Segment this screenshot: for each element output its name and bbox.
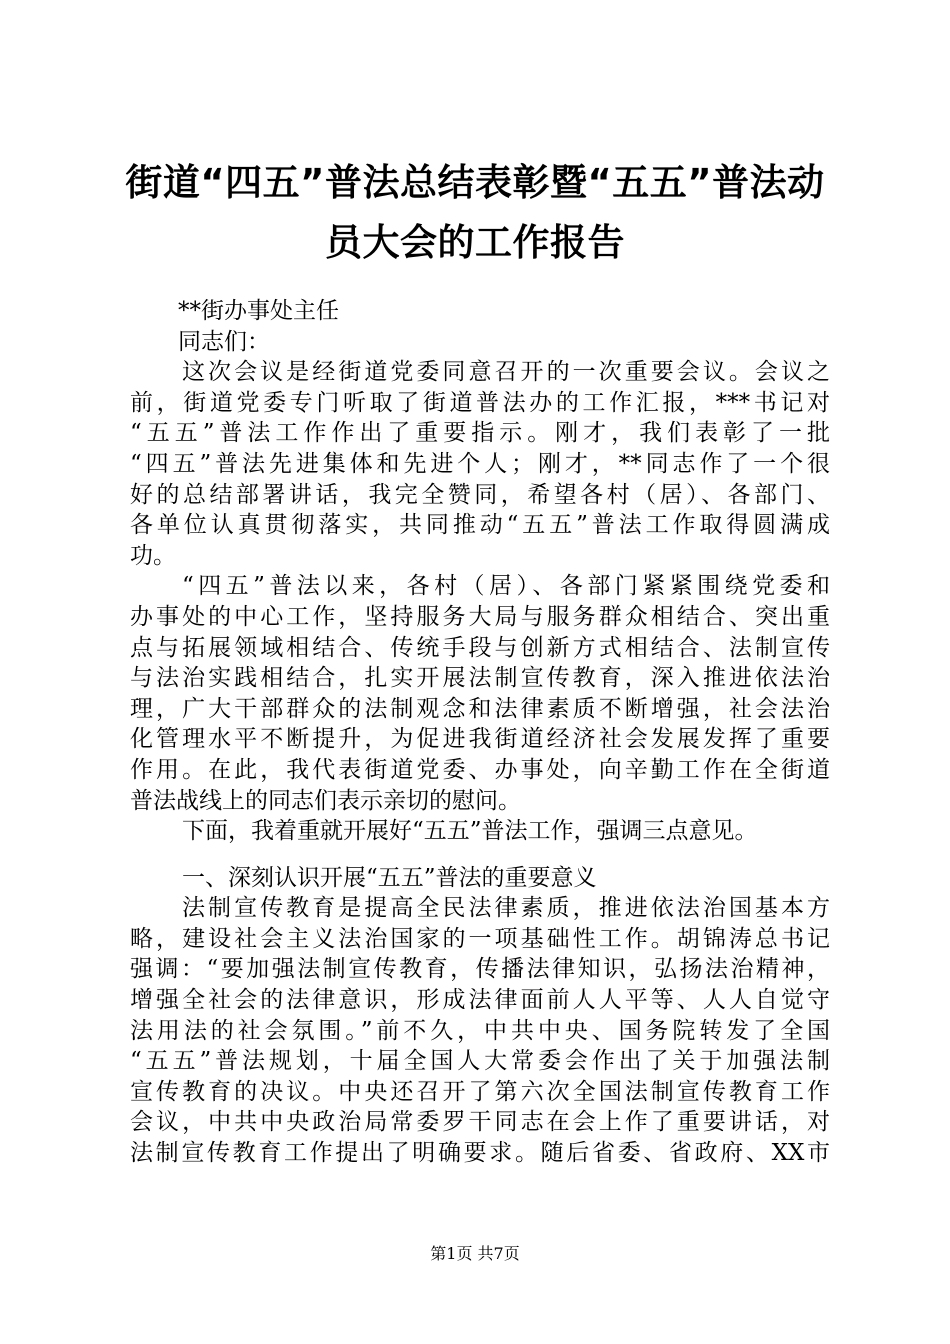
salutation-line: 同志们： xyxy=(178,328,270,355)
page-footer: 第1页 共7页 xyxy=(430,1244,520,1263)
paragraph-line: “五五”普法规划，十届全国人大常委会作出了关于加强法制 xyxy=(130,1048,830,1075)
paragraph-line: 与法治实践相结合，扎实开展法制宣传教育，深入推进依法治 xyxy=(130,665,830,692)
paragraph-line: 法制宣传教育工作提出了明确要求。随后省委、省政府、XX市 xyxy=(130,1140,830,1167)
paragraph-line: 略，建设社会主义法治国家的一项基础性工作。胡锦涛总书记 xyxy=(130,925,830,952)
paragraph-line: 下面，我着重就开展好“五五”普法工作，强调三点意见。 xyxy=(182,818,758,845)
speaker-line: **街办事处主任 xyxy=(178,298,339,324)
paragraph-line: 功。 xyxy=(130,542,176,569)
document-body xyxy=(130,296,830,1169)
paragraph-line: 点与拓展领域相结合、传统手段与创新方式相结合、法制宣传 xyxy=(130,634,830,661)
paragraph-line: 强调：“要加强法制宣传教育，传播法律知识，弘扬法治精神， xyxy=(130,956,830,983)
paragraph-transition xyxy=(130,816,830,847)
paragraph-line: 法用法的社会氛围。”前不久，中共中央、国务院转发了全国 xyxy=(130,1017,830,1044)
paragraph-line: 化管理水平不断提升，为促进我街道经济社会发展发挥了重要 xyxy=(130,726,830,753)
paragraph-line: 宣传教育的决议。中央还召开了第六次全国法制宣传教育工作 xyxy=(130,1078,830,1105)
paragraph-line: 这次会议是经街道党委同意召开的一次重要会议。会议之 xyxy=(182,359,830,386)
paragraph-line: 法制宣传教育是提高全民法律素质，推进依法治国基本方 xyxy=(182,895,830,922)
paragraph-line: 办事处的中心工作，坚持服务大局与服务群众相结合、突出重 xyxy=(130,603,830,630)
section-1 xyxy=(130,863,830,1169)
paragraph-line: “四五”普法以来，各村（居）、各部门紧紧围绕党委和 xyxy=(182,573,830,600)
paragraph-line: 好的总结部署讲话，我完全赞同，希望各村（居）、各部门、 xyxy=(130,481,830,508)
paragraph-opening xyxy=(130,357,830,571)
paragraph-line: 增强全社会的法律意识，形成法律面前人人平等、人人自觉守 xyxy=(130,987,830,1014)
document-title-line-2: 员大会的工作报告 xyxy=(325,221,625,264)
paragraph-review xyxy=(130,571,830,816)
paragraph-line: 会议，中共中央政治局常委罗干同志在会上作了重要讲话，对 xyxy=(130,1109,830,1136)
document-title-line-1: 街道“四五”普法总结表彰暨“五五”普法动 xyxy=(125,161,825,204)
paragraph-line: 前，街道党委专门听取了街道普法办的工作汇报，***书记对 xyxy=(130,389,830,416)
paragraph-line: 普法战线上的同志们表示亲切的慰问。 xyxy=(130,787,521,814)
section-spacer xyxy=(130,847,830,863)
paragraph-line: 作用。在此，我代表街道党委、办事处，向辛勤工作在全街道 xyxy=(130,756,830,783)
paragraph-line: “五五”普法工作作出了重要指示。刚才，我们表彰了一批 xyxy=(130,420,830,447)
paragraph-line: “四五”普法先进集体和先进个人；刚才，**同志作了一个很 xyxy=(130,450,830,477)
section-heading: 一、深刻认识开展“五五”普法的重要意义 xyxy=(182,864,597,891)
paragraph-line: 各单位认真贯彻落实，共同推动“五五”普法工作取得圆满成 xyxy=(130,512,830,539)
paragraph-line: 理，广大干部群众的法制观念和法律素质不断增强，社会法治 xyxy=(130,695,830,722)
